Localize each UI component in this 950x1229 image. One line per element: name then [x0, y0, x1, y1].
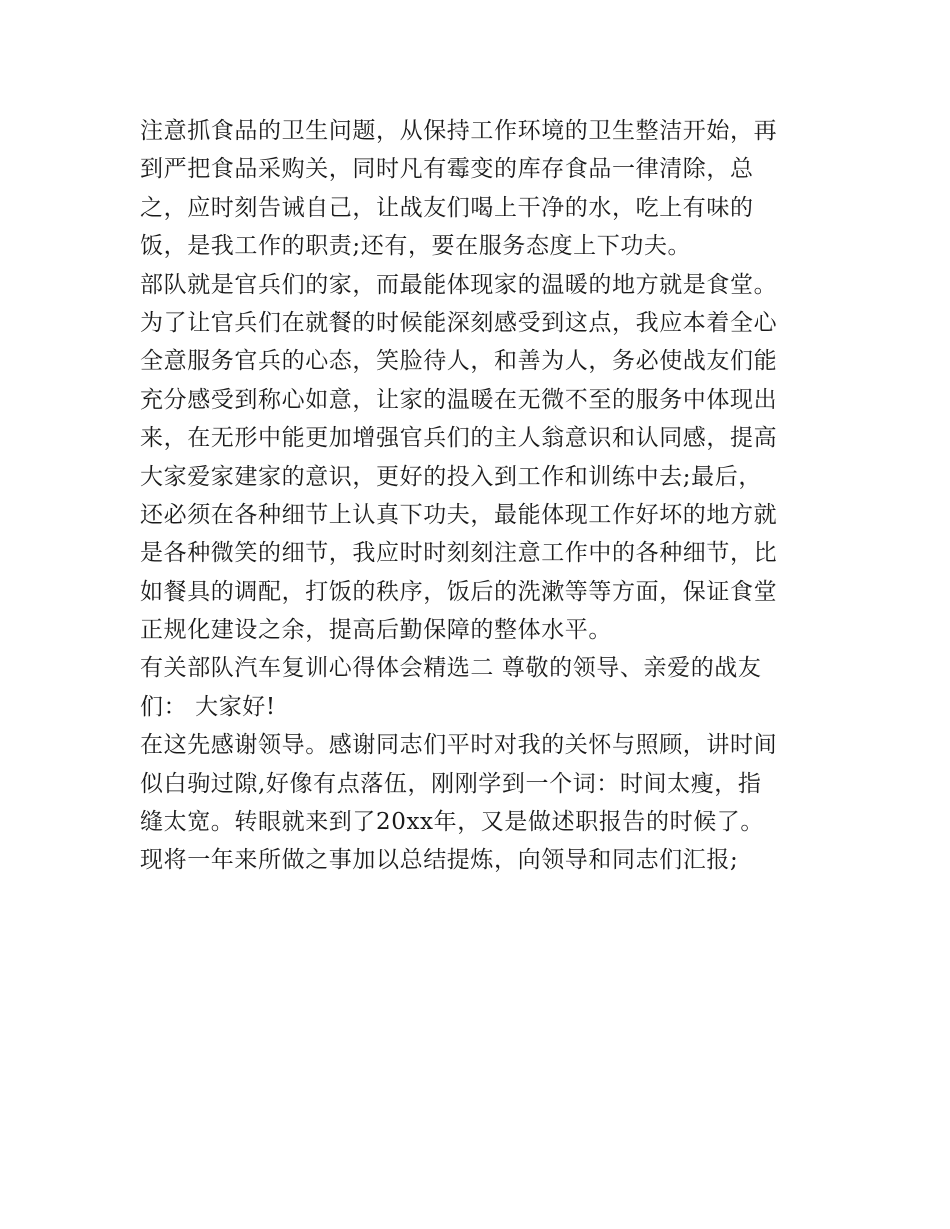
- text-line: 之，应时刻告诫自己，让战友们喝上干净的水，吃上有味的: [140, 194, 754, 221]
- text-line: 在这先感谢领导。感谢同志们平时对我的关怀与照顾，讲时间: [140, 732, 778, 759]
- text-line: 大家爱家建家的意识，更好的投入到工作和训练中去;最后，: [140, 463, 762, 490]
- text-line: 是各种微笑的细节，我应时时刻刻注意工作中的各种细节，比: [140, 540, 778, 567]
- section-heading-line: 有关部队汽车复训心得体会精选二 尊敬的领导、亲爱的战友: [140, 655, 762, 682]
- text-line: 到严把食品采购关，同时凡有霉变的库存食品一律清除，总: [140, 156, 754, 183]
- text-line: 正规化建设之余，提高后勤保障的整体水平。: [140, 617, 612, 644]
- text-line: 如餐具的调配，打饭的秩序，饭后的洗漱等等方面，保证食堂: [140, 578, 778, 605]
- text-line: 来，在无形中能更加增强官兵们的主人翁意识和认同感，提高: [140, 425, 778, 452]
- text-line: 现将一年来所做之事加以总结提炼，向领导和同志们汇报;: [140, 847, 739, 874]
- document-body: [140, 112, 820, 880]
- text-line: 充分感受到称心如意，让家的温暖在无微不至的服务中体现出: [140, 386, 778, 413]
- text-line: 注意抓食品的卫生问题，从保持工作环境的卫生整洁开始，再: [140, 118, 778, 144]
- text-line: 似白驹过隙,好像有点落伍，刚刚学到一个词：时间太瘦，指: [140, 770, 762, 797]
- text-line: 部队就是官兵们的家，而最能体现家的温暖的地方就是食堂。: [140, 271, 778, 298]
- text-line: 饭，是我工作的职责;还有，要在服务态度上下功夫。: [140, 233, 692, 260]
- greeting-line: 们： 大家好!: [140, 693, 276, 720]
- text-line: 为了让官兵们在就餐的时候能深刻感受到这点，我应本着全心: [140, 309, 778, 336]
- text-line: 还必须在各种细节上认真下功夫，最能体现工作好坏的地方就: [140, 501, 778, 528]
- text-line: 缝太宽。转眼就来到了20xx年，又是做述职报告的时候了。: [140, 809, 765, 836]
- text-line: 全意服务官兵的心态，笑脸待人，和善为人，务必使战友们能: [140, 348, 778, 375]
